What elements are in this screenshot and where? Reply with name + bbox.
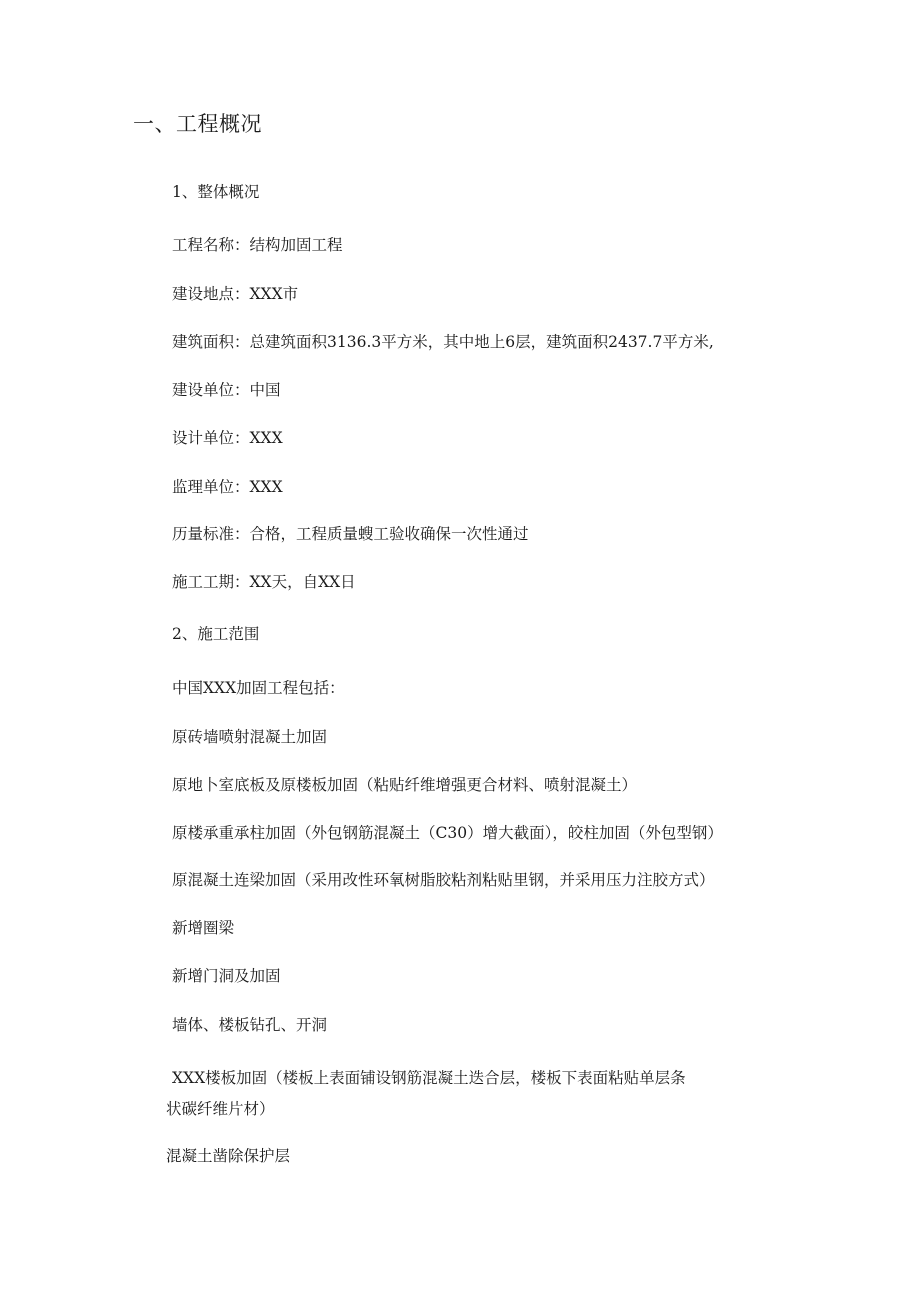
scope-item: 原砖墙喷射混凝土加固 bbox=[172, 728, 328, 746]
scope-item: 原楼承重承柱加固（外包钢筋混凝土（C30）增大截面），皎柱加固（外包型钢） bbox=[172, 824, 723, 842]
scope-item: 墙体、楼板钻孔、开洞 bbox=[172, 1016, 328, 1034]
quality-standard-line: 历量标准：合格，工程质量螋工验收确保一次性通过 bbox=[172, 525, 529, 543]
scope-item: 原混凝土连梁加固（采用改性环氧树脂胶粘剂粘贴里钢，并采用压力注胶方式） bbox=[172, 871, 715, 889]
scope-intro-line: 中国XXX加固工程包括： bbox=[172, 679, 345, 697]
scope-item: 原地卜室底板及原楼板加固（粘贴纤维增强更合材料、喷射混凝土） bbox=[172, 776, 638, 794]
scope-item: 混凝土凿除保护层 bbox=[166, 1147, 291, 1165]
scope-item: XXX楼板加固（楼板上表面铺设钢筋混凝土迭合层，楼板下表面粘贴单层条 bbox=[172, 1069, 686, 1087]
supervisor-line: 监理单位：XXX bbox=[172, 478, 283, 496]
owner-line: 建设单位：中国 bbox=[172, 381, 281, 399]
schedule-line: 施工工期：XX天，自XX日 bbox=[172, 573, 356, 591]
scope-item: 新增门洞及加固 bbox=[172, 967, 281, 985]
location-line: 建设地点：XXX市 bbox=[172, 285, 299, 303]
subsection-title-overview: 1、整体概况 bbox=[172, 183, 260, 201]
scope-item-continuation: 状碳纤维片材） bbox=[166, 1100, 275, 1118]
section-title: 一、工程概况 bbox=[133, 112, 262, 136]
area-line: 建筑面积：总建筑面积3136.3平方米，其中地上6层，建筑面积2437.7平方米, bbox=[172, 333, 714, 351]
project-name-line: 工程名称：结构加固工程 bbox=[172, 236, 343, 254]
subsection-title-scope: 2、施工范围 bbox=[172, 625, 260, 643]
designer-line: 设计单位：XXX bbox=[172, 429, 283, 447]
scope-item: 新增圈梁 bbox=[172, 919, 235, 937]
